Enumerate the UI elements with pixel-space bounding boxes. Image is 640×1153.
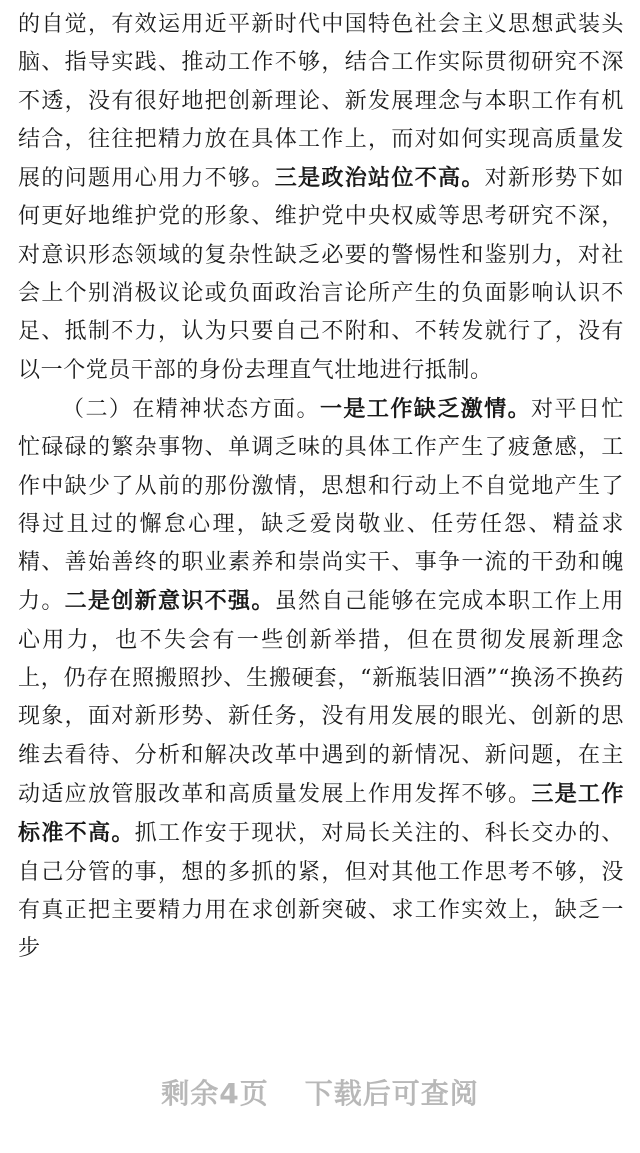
paragraph-2-text-b: 虽然自己能够在完成本职工作上用心用力，也不失会有一些创新举措，但在贯彻发展新理念上，仍存在照搬照抄、生搬硬套，“新瓶装旧酒”“换汤不换药现象，面对新形势、新任务，没有用发展的眼光、创新的思维去看待、分析和解决改革中遇到的新情况、新问题，在主动适应放管服改革和高质量发展上作用发挥不够。 [18,589,624,807]
remaining-pages-label: 剩余4页 [161,1077,269,1110]
paragraph-1 [18,6,624,390]
download-remaining-banner[interactable] [0,1072,640,1112]
paragraph-1-text: 的自觉，有效运用近平新时代中国特色社会主义思想武装头脑、指导实践、推动工作不够，结合工作实际贯彻研究不深不透，没有很好地把创新理论、新发展理念与本职工作有机结合，往往把精力放在具体工作上，而对如何实现高质量发展的问题用心用力不够。 [18,12,624,192]
heading-lack-passion: 一是工作缺乏激情。 [319,395,532,422]
paragraph-2-text-c: 抓工作安于现状，对局长关注的、科长交办的、自己分管的事，想的多抓的紧，但对其他工作思考不够，没有真正把主要精力用在求创新突破、求工作实效上，缺乏一步 [18,821,624,962]
paragraph-2 [18,390,624,968]
paragraph-2-text-a: 对平日忙忙碌碌的繁杂事物、单调乏味的具体工作产生了疲惫感，工作中缺少了从前的那份激情，思想和行动上不自觉地产生了得过且过的懈怠心理，缺乏爱岗敬业、任劳任怨、精益求精、善始善终的职业素养和崇尚实干、事争一流的干劲和魄力。 [18,396,624,615]
heading-weak-innovation: 二是创新意识不强。 [64,588,275,615]
heading-low-standards: 三是工作标准不高。 [18,780,624,847]
download-to-view-label: 下载后可查阅 [304,1077,479,1110]
paragraph-1-text-cont: 对新形势下如何更好地维护党的形象、维护党中央权威等思考研究不深，对意识形态领域的复杂性缺乏必要的警惕性和鉴别力，对社会上个别消极议论或负面政治言论所产生的负面影响认识不足、抵制不力，认为只要自己不附和、不转发就行了，没有以一个党员干部的身份去理直气壮地进行抵制。 [18,166,624,383]
document-body [18,6,624,968]
heading-political-stance: 三是政治站位不高。 [274,165,485,192]
section-title-spirit: （二）在精神状态方面。 [62,396,320,422]
